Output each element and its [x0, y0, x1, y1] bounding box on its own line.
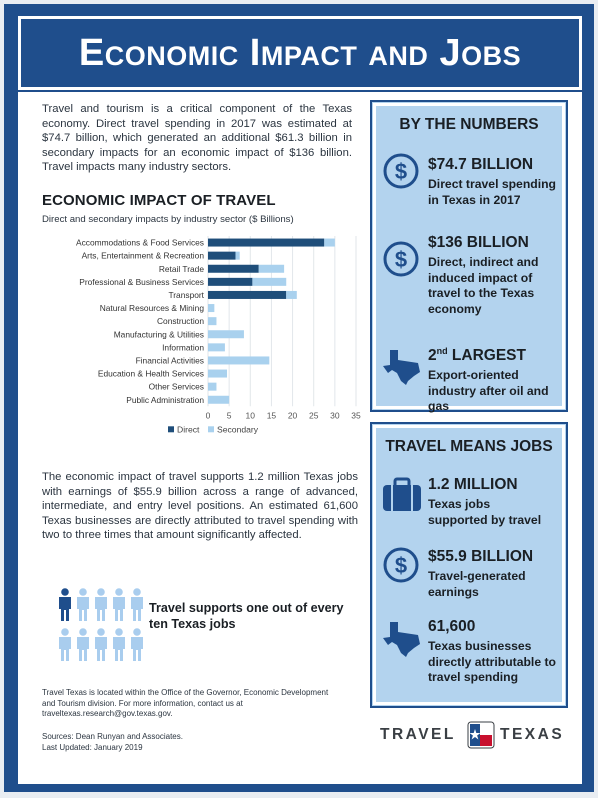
person-icon: [77, 628, 89, 661]
person-icon: [131, 628, 143, 661]
texas-map-icon: [382, 620, 422, 658]
svg-text:$: $: [394, 159, 408, 184]
bar-secondary: [208, 317, 216, 325]
page-title: Economic Impact and Jobs: [78, 32, 522, 74]
sources-note: [42, 732, 332, 753]
page-frame: [4, 4, 594, 792]
panel-title: BY THE NUMBERS: [399, 116, 539, 133]
category-label: Construction: [156, 316, 204, 327]
bar-secondary: [208, 343, 225, 351]
person-icon: [77, 588, 89, 621]
bar-secondary: [286, 291, 297, 299]
economic-impact-chart: [36, 232, 361, 466]
bar-secondary: [208, 383, 216, 391]
category-label: Retail Trade: [158, 263, 204, 274]
logo-word-travel: TRAVEL: [380, 726, 456, 743]
category-label: Arts, Entertainment & Recreation: [81, 250, 204, 261]
legend-label: Direct: [177, 424, 200, 435]
person-icon-highlighted: [59, 588, 71, 621]
category-label: Public Administration: [126, 394, 204, 405]
chart-subtitle: Direct and secondary impacts by industry sector ($ Billions): [42, 214, 294, 225]
x-tick-label: 20: [287, 410, 298, 421]
stat-description: Export-oriented industry after oil and gas: [428, 368, 549, 413]
category-label: Information: [162, 342, 204, 353]
x-tick-label: 35: [351, 410, 361, 421]
bar-secondary: [324, 239, 335, 247]
legend-swatch: [168, 426, 174, 432]
jobs-paragraph: The economic impact of travel supports 1.2 million Texas jobs with earnings of $55.9 billion across a range of advanced, intermediate, and entry level positions. An estimated 61,600 Texas businesses are directly attributed to travel spending with two to three times that amount significantly affected.: [42, 471, 358, 541]
rank-label: LARGEST: [447, 347, 526, 364]
bar-secondary: [252, 278, 286, 286]
stat-value: 61,600: [428, 618, 476, 635]
stat-value: $55.9 BILLION: [428, 548, 534, 565]
chart-title: ECONOMIC IMPACT OF TRAVEL: [42, 192, 276, 209]
stat-description: Direct travel spending in Texas in 2017: [428, 177, 557, 207]
svg-text:$: $: [394, 247, 408, 272]
dollar-icon: [382, 240, 420, 278]
dollar-icon: [382, 152, 420, 190]
rank-suffix: nd: [436, 346, 448, 356]
stat-description: Travel-generated earnings: [428, 569, 526, 599]
bar-secondary: [235, 252, 239, 260]
panel-title: TRAVEL MEANS JOBS: [385, 438, 553, 455]
x-tick-label: 25: [308, 410, 319, 421]
stat-description: Texas businesses directly attributable to travel spending: [428, 639, 556, 684]
category-label: Natural Resources & Mining: [99, 303, 204, 314]
category-label: Accommodations & Food Services: [75, 237, 204, 248]
texas-map-icon: [382, 348, 422, 386]
x-tick-label: 10: [245, 410, 256, 421]
stat-total-impact: [382, 230, 566, 320]
category-label: Other Services: [148, 381, 204, 392]
bar-secondary: [208, 330, 244, 338]
dollar-icon: [382, 546, 420, 584]
stat-businesses: [382, 616, 566, 696]
bar-direct: [208, 239, 324, 247]
content-area: [18, 16, 582, 784]
x-tick-label: 5: [226, 410, 232, 421]
category-label: Education & Health Services: [97, 368, 204, 379]
bar-direct: [208, 278, 252, 286]
category-label: Professional & Business Services: [79, 276, 204, 287]
stat-direct-spending: [382, 152, 566, 212]
by-the-numbers-panel: [370, 100, 568, 412]
intro-paragraph: Travel and tourism is a critical component of the Texas economy. Direct travel spending in 2017 was estimated at $74.7 billion, which generated an additional $61.3 billion in secondary impacts for an economic impact of $136 billion. Travel impacts many industry sectors.: [42, 103, 352, 173]
logo-word-texas: TEXAS: [500, 726, 565, 743]
stat-export-rank: [382, 344, 566, 413]
bar-secondary: [208, 370, 227, 378]
person-icon: [95, 628, 107, 661]
sources-line: Sources: Dean Runyan and Associates.: [42, 732, 183, 741]
bar-direct: [208, 252, 235, 260]
bar-secondary: [259, 265, 284, 273]
bar-direct: [208, 265, 259, 273]
legend-label: Secondary: [217, 424, 259, 435]
travel-means-jobs-panel: [370, 422, 568, 708]
person-icon: [95, 588, 107, 621]
stat-description: Direct, indirect and induced impact of travel to the Texas economy: [428, 255, 539, 316]
person-icon: [131, 588, 143, 621]
contact-note: Travel Texas is located within the Office of the Governor, Economic Development and Tourism division. For more information, contact us at traveltexas.research@gov.texas.gov.: [42, 688, 329, 718]
stat-value: 1.2 MILLION: [428, 476, 518, 493]
stat-earnings: [382, 546, 566, 602]
svg-text:$: $: [394, 553, 408, 578]
bar-secondary: [208, 304, 214, 312]
bar-secondary: [208, 356, 269, 364]
x-tick-label: 15: [266, 410, 277, 421]
header-banner: [18, 16, 582, 90]
texas-flag-icon: [466, 720, 496, 750]
stat-description: Texas jobs supported by travel: [428, 497, 542, 527]
legend-swatch: [208, 426, 214, 432]
category-label: Transport: [168, 289, 204, 300]
person-icon: [113, 588, 125, 621]
stat-jobs: [382, 474, 566, 530]
person-icon: [113, 628, 125, 661]
people-caption: Travel supports one out of every ten Texas jobs: [149, 601, 344, 631]
travel-texas-logo: [380, 720, 570, 750]
category-label: Manufacturing & Utilities: [113, 329, 204, 340]
x-tick-label: 30: [330, 410, 340, 421]
rank-number: 2: [428, 347, 437, 364]
stat-value: $74.7 BILLION: [428, 156, 534, 173]
person-icon: [59, 628, 71, 661]
people-icon-grid: [56, 584, 146, 664]
briefcase-icon: [382, 478, 422, 512]
stat-value: $136 BILLION: [428, 234, 529, 251]
bar-direct: [208, 291, 286, 299]
stat-value: [428, 346, 526, 365]
last-updated-line: Last Updated: January 2019: [42, 742, 143, 752]
x-tick-label: 0: [205, 410, 211, 421]
bar-secondary: [208, 396, 229, 404]
category-label: Financial Activities: [135, 355, 204, 366]
